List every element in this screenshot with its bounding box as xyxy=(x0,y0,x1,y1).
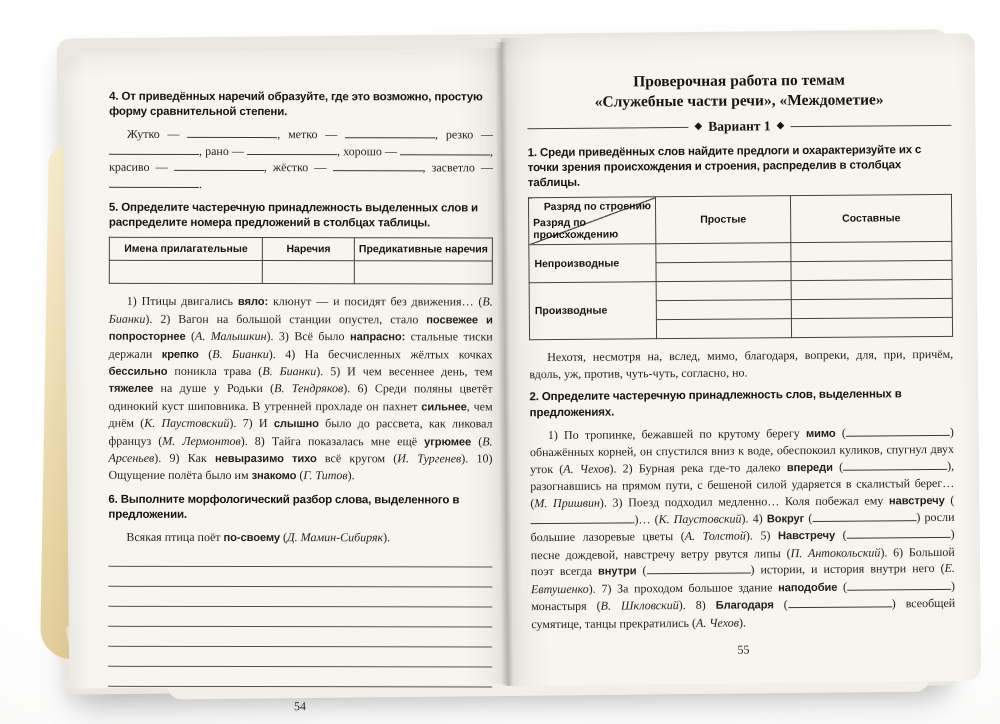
divider-line xyxy=(527,126,688,128)
column-header-adjectives: Имена прилагательные xyxy=(109,237,262,261)
variant-divider xyxy=(527,118,951,135)
corner-label-structure: Разряд по строению xyxy=(543,200,651,214)
task2-instruction: 2. Определите частеречную принадлежность слов, выделенных в предложениях. xyxy=(529,388,902,419)
table-empty-cell xyxy=(656,281,792,301)
table-empty-cell xyxy=(656,300,792,320)
left-page xyxy=(63,48,508,713)
column-header-adverbs: Наречия xyxy=(263,237,355,261)
writing-line xyxy=(108,565,492,567)
task5-instruction: 5. Определите частеречную принадлежность выделенных слов и распределите номера предложений в столбцах таблицы. xyxy=(108,201,479,230)
right-page xyxy=(501,33,982,686)
table-header-row xyxy=(109,237,492,261)
writing-line xyxy=(108,625,492,627)
task5-sentences: 1) Птицы двигались вяло: клюнут — и посидят без движения… (В. Бианки). 2) Вагон на большой станции опустел, стало посвежее и попросторнее (А. Малышкин). 3) Всё было напрасно: стальные тиски держали крепко (В. Бианки). 4) На бесчисленных жёлтых кочках бессильно поникла трава (В. Бианки). 5) И чем весеннее день, тем тяжелее на душе у Родьки (В. Тендряков). 6) Среди поляны цветёт одинокий куст шиповника. В утренней прохладе он пахнет сильнее, чем днём (К. Паустовский). 7) И слышно было до рассвета, как ликовал француз (М. Лермонтов). 8) Тайга показалась мне ещё угрюмее (В. Арсеньев). 9) Как невыразимо тихо всё кругом (И. Тургенев). 10) Ощущение полёта было им знакомо (Г. Титов). xyxy=(108,294,493,483)
table-empty-cell xyxy=(792,299,953,319)
left-page-content xyxy=(108,90,493,714)
row-label-nonderivative: Непроизводные xyxy=(529,244,656,283)
table-empty-cell xyxy=(791,261,952,281)
prepositions-table xyxy=(528,194,953,340)
writing-line xyxy=(108,585,492,587)
corner-label-origin: Разряд по происхождению xyxy=(533,216,619,242)
variant-label: Вариант 1 xyxy=(708,118,771,135)
column-header-compound: Составные xyxy=(791,195,952,243)
diamond-icon: ◆ xyxy=(776,120,785,132)
test-title-line2: «Служебные части речи», «Междометие» xyxy=(594,91,884,111)
writing-line xyxy=(108,605,492,607)
table-empty-cell xyxy=(791,280,952,300)
table-empty-cell xyxy=(262,261,354,284)
task2-sentences: 1) По тропинке, бежавшей по крутому берегу мимо ( ) обнажённых корней, он спустился вниз к воде, обеспокоил куликов, спугнул двух уток (А. Чехов). 2) Бурная река где-то далеко впереди ( ), разогнавшись на прямом пути, с бешеной силой ударяется в скалистый берег… (М. Пришвин). 3) Поезд подходил медленно… Коля побежал ему навстречу ()… (К. Паустовский). 4) Вокруг ( ) росли большие лазоревые цветы (А. Толстой). 5) Навстречу ( ) песне дождевой, навстречу ветру рвутся липы (П. Антокольский). 6) Большой поэт всегда внутри ( ) истории, и история внутри него (Е. Евтушенко). 7) За проходом большое здание наподобие ( ) монастыря (В. Шкловский). 8) Благодаря ( ) всеобщей сумятице, танцы прекратились (А. Чехов). xyxy=(529,424,956,631)
table-header-row xyxy=(528,195,951,245)
writing-line xyxy=(108,685,492,687)
right-page-content xyxy=(527,70,956,659)
column-header-predicative-adverbs: Предикативные наречия xyxy=(354,238,492,262)
table-empty-cell xyxy=(109,261,262,284)
task4-fill-line: Жутко — , метко — , резко — , рано — , хорошо — , красиво — , жёстко — , засветло — . xyxy=(108,127,494,191)
diamond-icon: ◆ xyxy=(694,120,703,132)
divider-line xyxy=(790,124,951,126)
row-label-derivative: Производные xyxy=(529,282,656,340)
task6-instruction: 6. Выполните морфологический разбор слова, выделенного в предложении. xyxy=(108,493,460,521)
table-empty-row xyxy=(109,261,492,285)
table-empty-cell xyxy=(354,261,492,284)
table-empty-cell xyxy=(792,318,953,338)
task4-instruction: 4. От приведённых наречий образуйте, где это возможно, простую форму сравнительной степени. xyxy=(109,90,483,119)
table-empty-cell xyxy=(791,242,952,262)
writing-line xyxy=(108,645,492,647)
task1-word-list: Нехотя, несмотря на, вслед, мимо, благодаря, вопреки, для, при, причём, вдоль, уж, против, чуть-чуть, согласно, но. xyxy=(529,347,954,382)
open-book xyxy=(40,19,969,713)
task6-sentence: Всякая птица поёт по-своему (Д. Мамин-Сибиряк). xyxy=(126,529,391,545)
table-empty-cell xyxy=(656,319,792,339)
parts-of-speech-table xyxy=(109,237,493,285)
table-empty-cell xyxy=(656,262,792,282)
test-title-line1: Проверочная работа по темам xyxy=(633,71,845,91)
right-page-number: 55 xyxy=(737,642,750,657)
writing-lines xyxy=(108,565,492,687)
writing-line xyxy=(108,665,492,667)
column-header-simple: Простые xyxy=(655,196,791,244)
left-page-number: 54 xyxy=(294,698,307,713)
table-empty-cell xyxy=(656,243,792,263)
diagonal-header-cell xyxy=(528,197,655,245)
task1-instruction: 1. Среди приведённых слов найдите предлоги и охарактеризуйте их с точки зрения происхождения и строения, распределив в столбцах таблицы. xyxy=(527,143,922,190)
